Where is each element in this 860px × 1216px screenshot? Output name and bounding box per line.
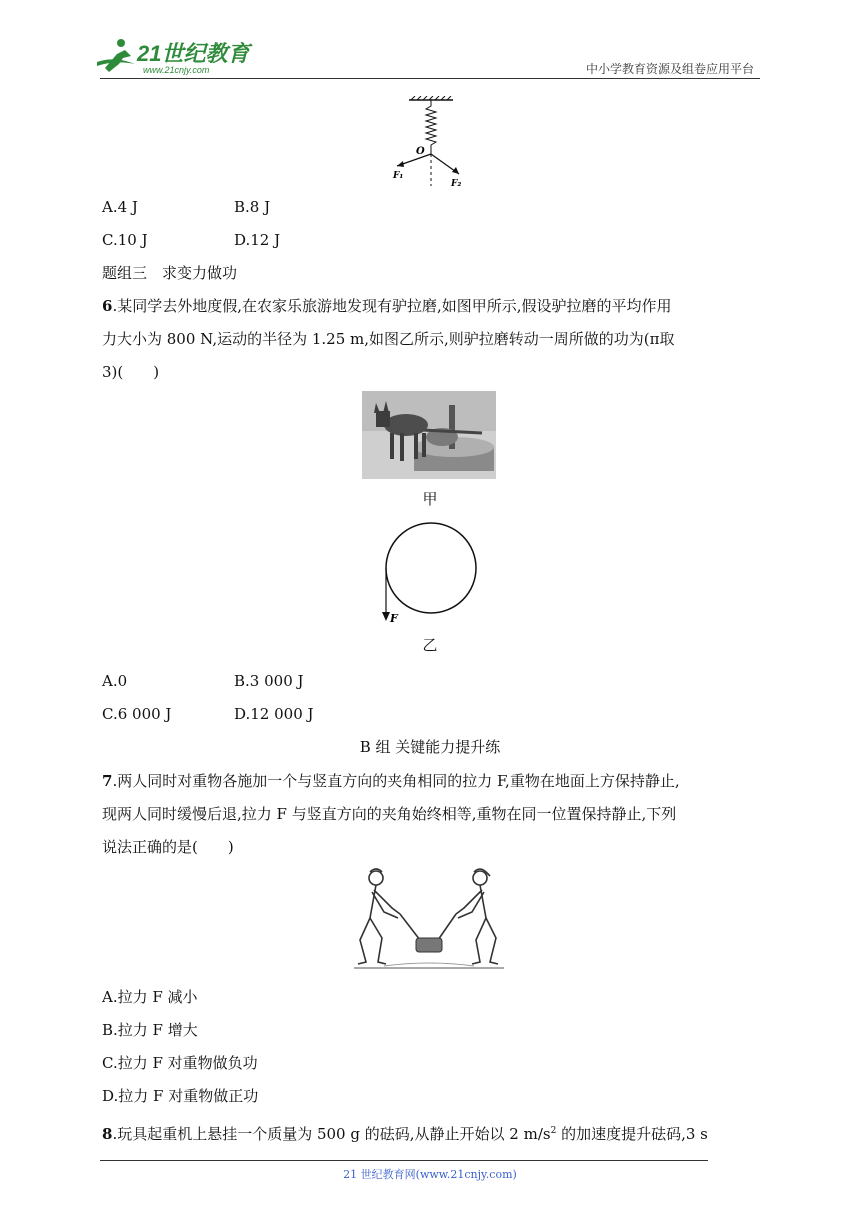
label-f1: F₁ <box>393 171 404 181</box>
site-logo <box>95 34 265 78</box>
q8-number: 8 <box>102 1125 113 1143</box>
q6-number: 6 <box>102 297 113 315</box>
q7-option-b[interactable]: B.拉力 F 增大 <box>102 1021 198 1039</box>
q6-text-1: .某同学去外地度假,在农家乐旅游地发现有驴拉磨,如图甲所示,假设驴拉磨的平均作用 <box>112 297 672 315</box>
two-people-pulling-figure <box>354 866 504 972</box>
q6-option-b[interactable]: B.3 000 J <box>234 672 304 690</box>
q5-option-c[interactable]: C.10 J <box>102 231 148 249</box>
q6-option-d[interactable]: D.12 000 J <box>234 705 314 723</box>
caption-jia: 甲 <box>422 490 438 508</box>
q7-option-d[interactable]: D.拉力 F 对重物做正功 <box>102 1087 259 1105</box>
q5-option-d[interactable]: D.12 J <box>234 231 281 249</box>
q8-text-before: .玩具起重机上悬挂一个质量为 500 g 的砝码,从静止开始以 2 m/s <box>112 1125 551 1143</box>
q7-number: 7 <box>102 772 113 790</box>
q6-line3: 3)( ) <box>102 363 160 381</box>
header-divider <box>100 78 760 79</box>
q6-option-a[interactable]: A.0 <box>102 672 128 690</box>
logo-url: www.21cnjy.com <box>143 65 210 75</box>
spring-force-figure <box>385 96 475 190</box>
force-label-f: F <box>390 612 398 625</box>
q7-line1 <box>102 770 680 792</box>
q7-option-c[interactable]: C.拉力 F 对重物做负功 <box>102 1054 258 1072</box>
q7-text-1: .两人同时对重物各施加一个与竖直方向的夹角相同的拉力 F,重物在地面上方保持静止, <box>112 772 680 790</box>
header-platform-text: 中小学教育资源及组卷应用平台 <box>585 62 754 76</box>
circle-force-diagram <box>378 518 480 626</box>
caption-yi: 乙 <box>422 636 438 654</box>
q8-line1 <box>102 1120 708 1145</box>
q5-option-b[interactable]: B.8 J <box>234 198 271 216</box>
q7-line2: 现两人同时缓慢后退,拉力 F 与竖直方向的夹角始终相等,重物在同一位置保持静止,下列 <box>102 805 677 823</box>
donkey-mill-photo <box>362 391 496 479</box>
q7-line3: 说法正确的是( ) <box>102 838 234 856</box>
q6-line1 <box>102 295 672 317</box>
group-b-title: B 组 关键能力提升练 <box>359 738 501 756</box>
q5-option-a[interactable]: A.4 J <box>102 198 138 216</box>
footer-divider <box>100 1160 708 1161</box>
section-title: 题组三 求变力做功 <box>102 264 238 282</box>
q8-text-after: 的加速度提升砝码,3 s <box>556 1125 708 1143</box>
q7-option-a[interactable]: A.拉力 F 减小 <box>102 988 198 1006</box>
logo-text: 21世纪教育 <box>137 41 250 66</box>
label-o: O <box>416 146 425 157</box>
q6-line2: 力大小为 800 N,运动的半径为 1.25 m,如图乙所示,则驴拉磨转动一周所做的功为(π取 <box>102 330 675 348</box>
q8-superscript: 2 <box>550 1126 557 1136</box>
label-f2: F₂ <box>451 179 462 189</box>
footer-link[interactable]: 21 世纪教育网(www.21cnjy.com) <box>343 1168 517 1181</box>
q6-option-c[interactable]: C.6 000 J <box>102 705 172 723</box>
